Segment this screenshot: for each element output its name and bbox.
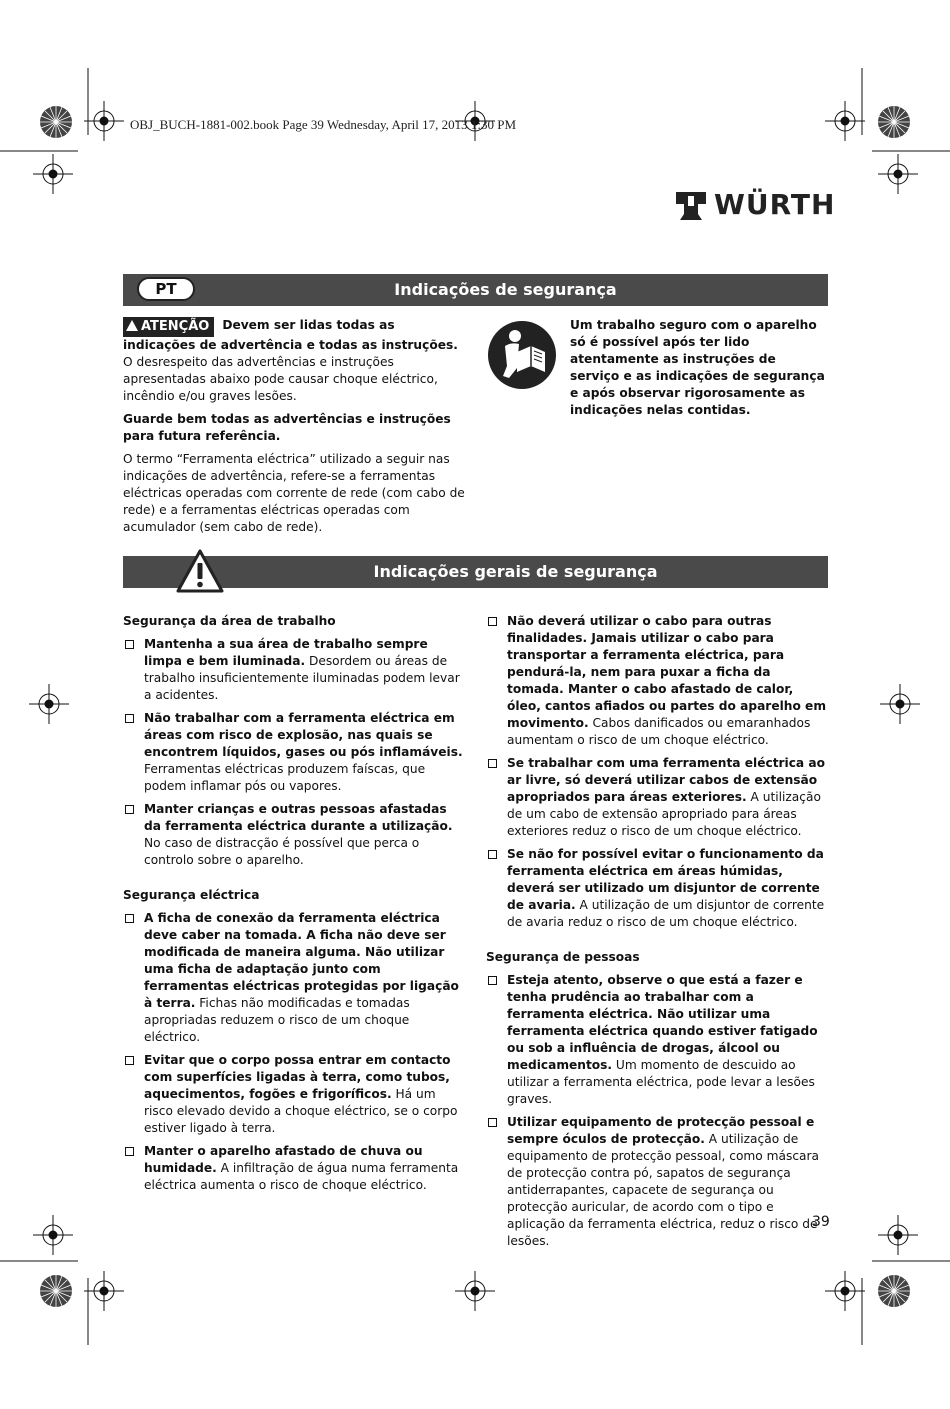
checkbox-bullet-icon	[488, 1118, 497, 1127]
item-text: Fichas não modificadas e tomadas apropriadas reduzem o risco de um choque eléctrico.	[144, 996, 410, 1044]
checkbox-bullet-icon	[125, 805, 134, 814]
language-badge: PT	[137, 277, 195, 301]
crosshair-left-upper	[33, 154, 73, 194]
starburst-top-left	[39, 105, 73, 139]
warning-badge	[123, 317, 214, 337]
checkbox-bullet-icon	[488, 759, 497, 768]
warning-icon	[176, 548, 224, 594]
item-bold: Manter o aparelho afastado de chuva ou humidade.	[144, 1144, 423, 1175]
warning-label: ATENÇÃO	[141, 319, 210, 334]
checkbox-bullet-icon	[488, 976, 497, 985]
electrical-heading: Segurança eléctrica	[123, 888, 260, 902]
starburst-top-right	[877, 105, 911, 139]
item-text: A infiltração de água numa ferramenta eléctrica aumenta o risco de choque eléctrico.	[144, 1161, 459, 1192]
item-text: Desordem ou áreas de trabalho insuficientemente iluminadas podem levar a acidentes.	[144, 654, 460, 702]
crosshair-bottom-mid	[455, 1271, 495, 1311]
work-area-heading: Segurança da área de trabalho	[123, 614, 336, 628]
general-safety-bar	[123, 556, 828, 588]
warning-bold: Devem ser lidas todas as indicações de advertência e todas as instruções.	[123, 318, 458, 352]
item-text: A utilização de equipamento de protecção pessoal, como máscara de protecção contra pó, sapatos de segurança antiderrapantes, capacete de segurança ou protecção auricular, de acordo com o tipo e aplicação da ferramenta eléctrica, reduz o risco de lesões.	[507, 1132, 819, 1248]
item-text: Ferramentas eléctricas produzem faíscas, que podem inflamar pós ou vapores.	[144, 762, 426, 793]
checkbox-bullet-icon	[125, 640, 134, 649]
warning-triangle-icon	[126, 320, 138, 331]
item-bold: Se não for possível evitar o funcionamento da ferramenta eléctrica em áreas húmidas, deverá ser utilizado um disjuntor de corrente de avaria.	[507, 847, 824, 912]
list-item	[123, 1052, 464, 1137]
general-safety-title: Indicações gerais de segurança	[373, 562, 658, 581]
crosshair-right-mid	[880, 684, 920, 724]
crosshair-top-left	[84, 101, 124, 141]
item-text: Um momento de descuido ao utilizar a ferramenta eléctrica, pode levar a lesões graves.	[507, 1058, 815, 1106]
read-manual-icon	[487, 320, 557, 390]
item-text: Há um risco elevado devido a choque eléctrico, se o corpo estiver ligado à terra.	[144, 1087, 458, 1135]
item-bold: Evitar que o corpo possa entrar em contacto com superfícies ligadas à terra, como tubos, aquecimentos, fogões e frigoríficos.	[144, 1053, 451, 1101]
list-item	[123, 801, 464, 869]
item-bold: A ficha de conexão da ferramenta eléctrica deve caber na tomada. A ficha não deve ser modificada de maneira alguma. Não utilizar uma ficha de adaptação junto com ferramentas eléctricas protegidas por ligação à terra.	[144, 911, 459, 1010]
starburst-bottom-right	[877, 1274, 911, 1308]
warning-paragraph	[123, 317, 468, 405]
list-item	[123, 636, 464, 704]
list-item	[486, 846, 828, 931]
item-bold: Não deverá utilizar o cabo para outras finalidades. Jamais utilizar o cabo para transportar a ferramenta eléctrica, para pendurá-la, nem para puxar a ficha da tomada. Manter o cabo afastado de calor, óleo, cantos afiados ou partes do aparelho em movimento.	[507, 614, 827, 730]
list-item	[123, 710, 464, 795]
general-right-column	[486, 613, 828, 1256]
safety-intro-left	[123, 317, 468, 542]
item-bold: Mantenha a sua área de trabalho sempre limpa e bem iluminada.	[144, 637, 428, 668]
item-text: No caso de distracção é possível que perca o controlo sobre o aparelho.	[144, 836, 420, 867]
checkbox-bullet-icon	[125, 1056, 134, 1065]
checkbox-bullet-icon	[125, 914, 134, 923]
keep-instructions: Guarde bem todas as advertências e instruções para futura referência.	[123, 412, 451, 443]
crosshair-bottom-right	[825, 1271, 865, 1311]
wurth-logo-icon	[674, 190, 708, 224]
section-title: Indicações de segurança	[394, 280, 617, 299]
crosshair-right-lower	[878, 1215, 918, 1255]
list-item	[486, 1114, 828, 1250]
wurth-logo-word: WÜRTH	[714, 188, 836, 221]
item-text: A utilização de um cabo de extensão apropriado para áreas exteriores reduz o risco de um choque eléctrico.	[507, 790, 821, 838]
term-definition: O termo “Ferramenta eléctrica” utilizado a seguir nas indicações de advertência, refere-se a ferramentas eléctricas operadas com corrente de rede (com cabo de rede) e a ferramentas eléctricas operadas com acumulador (sem cabo de rede).	[123, 452, 465, 534]
list-item	[123, 1143, 464, 1194]
item-bold: Não trabalhar com a ferramenta eléctrica em áreas com risco de explosão, nas quais se encontrem líquidos, gases ou pós inflamáveis.	[144, 711, 463, 759]
general-left-column	[123, 613, 464, 1200]
crosshair-right-upper	[878, 154, 918, 194]
item-bold: Se trabalhar com uma ferramenta eléctrica ao ar livre, só deverá utilizar cabos de extensão apropriados para áreas exteriores.	[507, 756, 825, 804]
page-number: 39	[812, 1214, 830, 1230]
crosshair-top-right	[825, 101, 865, 141]
list-item	[486, 613, 828, 749]
starburst-bottom-left	[39, 1274, 73, 1308]
item-bold: Esteja atento, observe o que está a fazer e tenha prudência ao trabalhar com a ferramenta eléctrica. Não utilizar uma ferramenta eléctrica quando estiver fatigado ou sob a influência de drogas, álcool ou medicamentos.	[507, 973, 818, 1072]
list-item	[486, 755, 828, 840]
persons-heading: Segurança de pessoas	[486, 950, 640, 964]
print-header: OBJ_BUCH-1881-002.book Page 39 Wednesday, April 17, 2013 1:30 PM	[130, 117, 517, 132]
crosshair-bottom-left	[84, 1271, 124, 1311]
manual-note: Um trabalho seguro com o aparelho só é possível após ter lido atentamente as instruções de serviço e as indicações de segurança e após observar rigorosamente as indicações nelas contidas.	[570, 318, 825, 417]
crosshair-left-mid	[29, 684, 69, 724]
warning-text: O desrespeito das advertências e instruções apresentadas abaixo pode causar choque eléctrico, incêndio e/ou graves lesões.	[123, 355, 438, 403]
item-bold: Utilizar equipamento de protecção pessoal e sempre óculos de protecção.	[507, 1115, 815, 1146]
item-text: Cabos danificados ou emaranhados aumentam o risco de um choque eléctrico.	[507, 716, 811, 747]
list-item	[123, 910, 464, 1046]
section-header-bar	[123, 274, 828, 306]
list-item	[486, 972, 828, 1108]
item-bold: Manter crianças e outras pessoas afastadas da ferramenta eléctrica durante a utilização.	[144, 802, 453, 833]
checkbox-bullet-icon	[125, 1147, 134, 1156]
crosshair-left-lower	[33, 1215, 73, 1255]
checkbox-bullet-icon	[488, 850, 497, 859]
item-text: A utilização de um disjuntor de corrente de avaria reduz o risco de um choque eléctrico.	[507, 898, 825, 929]
wurth-logo	[674, 190, 834, 224]
checkbox-bullet-icon	[488, 617, 497, 626]
checkbox-bullet-icon	[125, 714, 134, 723]
